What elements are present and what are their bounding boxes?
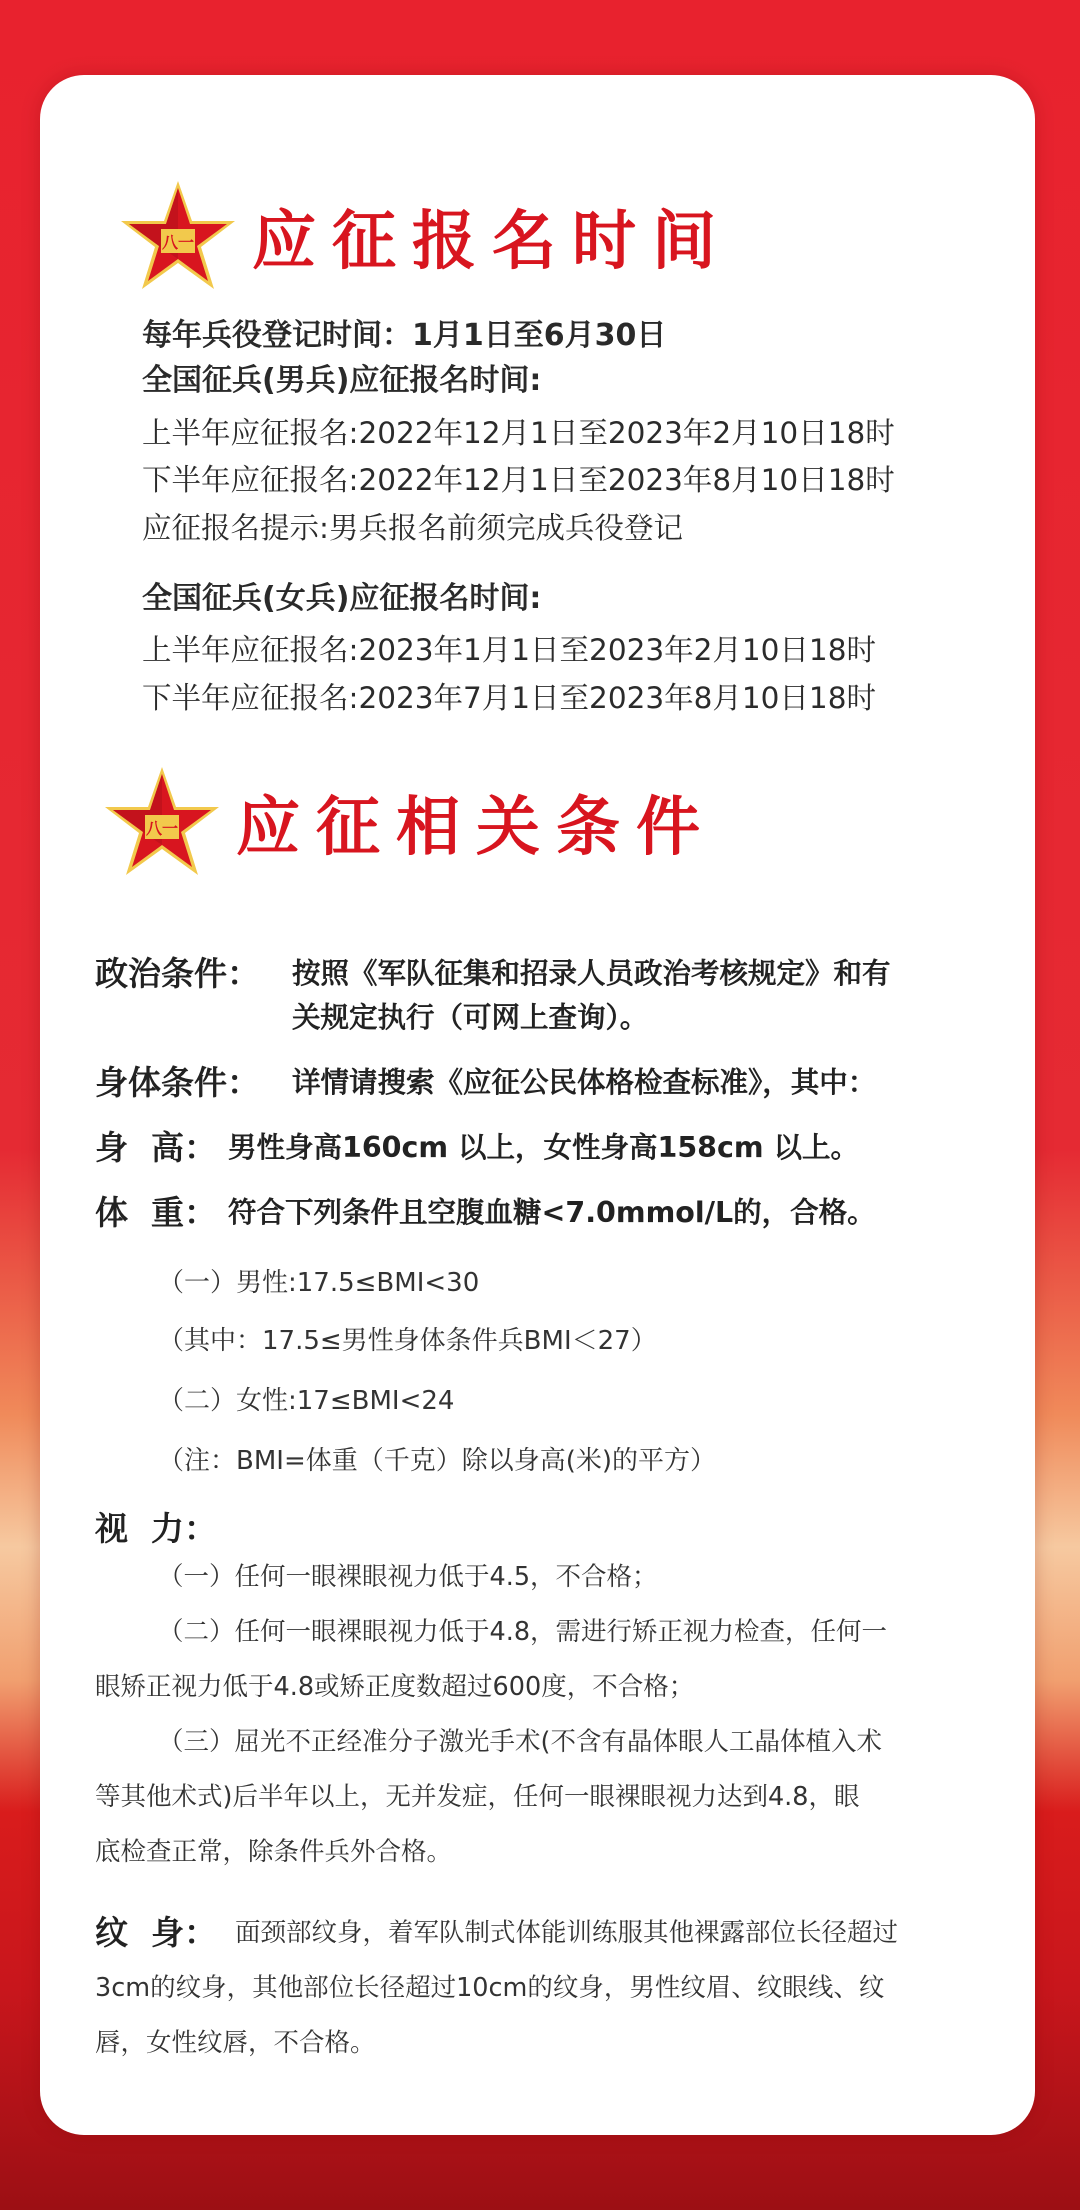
vision-line: （二）任何一眼裸眼视力低于4.8，需进行矫正视力检查，任何一: [158, 1617, 888, 1647]
content-card: [40, 75, 1035, 2135]
weight-text: 符合下列条件且空腹血糖<7.0mmol/L的，合格。: [228, 1196, 876, 1229]
weight-item-male-special: （其中：17.5≤男性身体条件兵BMI＜27）: [158, 1326, 657, 1356]
vision-line: （三）屈光不正经准分子激光手术(不含有晶体眼人工晶体植入术: [158, 1727, 882, 1757]
section-conditions-title: 应征相关条件: [236, 790, 716, 865]
weight-item-note: （注：BMI=体重（千克）除以身高(米)的平方）: [158, 1446, 717, 1476]
female-second-half: 下半年应征报名:2023年7月1日至2023年8月10日18时: [142, 681, 876, 715]
female-heading: 全国征兵(女兵)应征报名时间:: [142, 581, 542, 616]
section-registration-header: [116, 177, 732, 295]
male-second-half: 下半年应征报名:2022年12月1日至2023年8月10日18时: [142, 463, 895, 497]
vision-line: （一）任何一眼裸眼视力低于4.5，不合格；: [158, 1562, 658, 1592]
male-heading: 全国征兵(男兵)应征报名时间:: [142, 363, 542, 398]
vision-line: 等其他术式)后半年以上，无并发症，任何一眼裸眼视力达到4.8，眼: [95, 1782, 860, 1812]
svg-text:八一: 八一: [145, 819, 179, 838]
height-text: 男性身高160cm 以上，女性身高158cm 以上。: [228, 1131, 860, 1164]
vision-line: 眼矫正视力低于4.8或矫正度数超过600度，不合格；: [95, 1672, 695, 1702]
tattoo-label: 纹 身：: [95, 1913, 217, 1952]
weight-label: 体 重：: [95, 1193, 217, 1232]
registration-period-line: 每年兵役登记时间：1月1日至6月30日: [142, 318, 667, 353]
tattoo-line: 唇，女性纹唇，不合格。: [95, 2028, 376, 2058]
vision-label: 视 力：: [95, 1509, 217, 1548]
tattoo-line: 3cm的纹身，其他部位长径超过10cm的纹身，男性纹眉、纹眼线、纹: [95, 1973, 885, 2003]
section-conditions-header: [100, 763, 716, 881]
weight-item-female: （二）女性:17≤BMI<24: [158, 1386, 455, 1416]
physical-label: 身体条件：: [95, 1063, 260, 1102]
political-text-line1: 按照《军队征集和招录人员政治考核规定》和有: [292, 957, 891, 990]
section-registration-title: 应征报名时间: [252, 204, 732, 279]
height-label: 身 高：: [95, 1128, 217, 1167]
army-star-icon: [100, 763, 224, 881]
army-star-icon: [116, 177, 240, 295]
physical-text: 详情请搜索《应征公民体格检查标准》，其中：: [292, 1066, 877, 1099]
political-label: 政治条件：: [95, 954, 260, 993]
vision-line: 底检查正常，除条件兵外合格。: [95, 1837, 453, 1867]
male-tip: 应征报名提示:男兵报名前须完成兵役登记: [142, 511, 683, 545]
weight-item-male: （一）男性:17.5≤BMI<30: [158, 1268, 480, 1298]
male-first-half: 上半年应征报名:2022年12月1日至2023年2月10日18时: [142, 416, 895, 450]
political-text-line2: 关规定执行（可网上查询）。: [292, 1001, 649, 1034]
svg-text:八一: 八一: [161, 233, 195, 252]
tattoo-line: 面颈部纹身，着军队制式体能训练服其他裸露部位长径超过: [235, 1918, 899, 1948]
female-first-half: 上半年应征报名:2023年1月1日至2023年2月10日18时: [142, 633, 876, 667]
